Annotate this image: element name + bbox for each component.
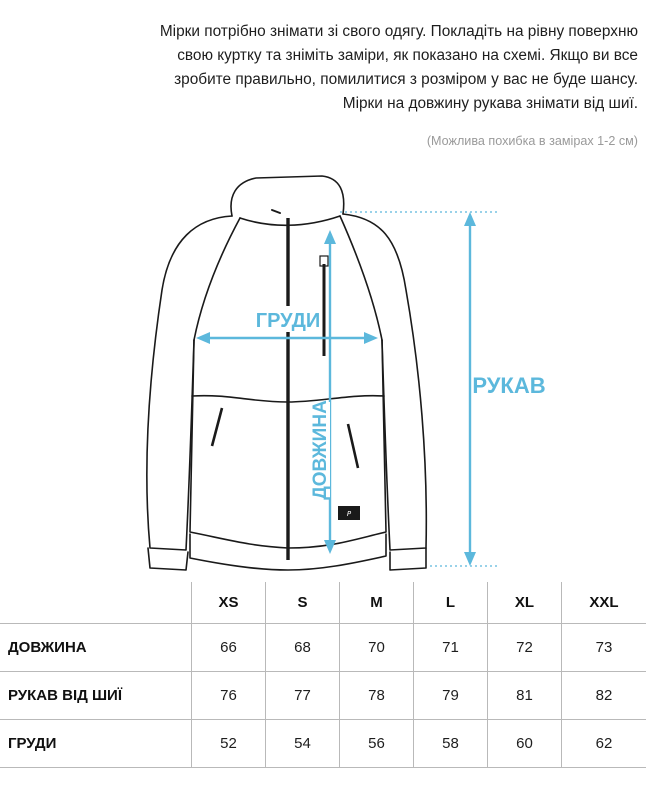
- jacket-diagram: [0, 160, 652, 580]
- row-label: РУКАВ ВІД ШИЇ: [8, 687, 122, 704]
- table-cell: 73: [561, 624, 646, 671]
- table-cell: 78: [339, 672, 413, 719]
- tolerance-note: (Можлива похибка в замірах 1-2 см): [426, 134, 638, 148]
- table-cell: 70: [339, 624, 413, 671]
- size-header: XS: [191, 582, 265, 623]
- table-cell: 79: [413, 672, 487, 719]
- table-row: [0, 672, 646, 720]
- size-header: XL: [487, 582, 561, 623]
- left-cuff: [148, 548, 188, 570]
- svg-text:P: P: [346, 510, 352, 518]
- sleeve-label: РУКАВ: [472, 373, 546, 398]
- table-cell: 54: [265, 720, 339, 767]
- instructions-line: Мірки потрібно знімати зі свого одягу. Покладіть на рівну поверхню: [159, 23, 638, 40]
- table-cell: 68: [265, 624, 339, 671]
- row-label: ГРУДИ: [8, 735, 57, 752]
- table-cell: 58: [413, 720, 487, 767]
- table-cell: 66: [191, 624, 265, 671]
- table-row: [0, 720, 646, 768]
- table-cell: 82: [561, 672, 646, 719]
- size-header: L: [413, 582, 487, 623]
- size-header: S: [265, 582, 339, 623]
- size-header: M: [339, 582, 413, 623]
- instructions-line: зробите правильно, помилитися з розміром у вас не буде шансу.: [174, 71, 638, 88]
- length-label: ДОВЖИНА: [310, 400, 331, 500]
- table-cell: 56: [339, 720, 413, 767]
- size-header: XXL: [561, 582, 646, 623]
- instructions-line: свою куртку та зніміть заміри, як показано на схемі. Якщо ви все: [177, 47, 638, 64]
- table-cell: 81: [487, 672, 561, 719]
- table-cell: 52: [191, 720, 265, 767]
- collar-line: [240, 216, 340, 225]
- instructions-line: Мірки на довжину рукава знімати від шиї.: [342, 95, 638, 112]
- right-cuff: [390, 548, 426, 570]
- table-cell: 77: [265, 672, 339, 719]
- right-pocket: [348, 424, 358, 468]
- table-cell: 71: [413, 624, 487, 671]
- table-cell: 76: [191, 672, 265, 719]
- row-label: ДОВЖИНА: [8, 639, 87, 656]
- size-header-row: [0, 582, 646, 624]
- left-pocket: [212, 408, 222, 446]
- instructions-text: [18, 20, 638, 116]
- table-row: [0, 624, 646, 672]
- collar-outline: [231, 176, 344, 216]
- chest-label: ГРУДИ: [255, 310, 321, 332]
- table-cell: 72: [487, 624, 561, 671]
- table-cell: 60: [487, 720, 561, 767]
- table-cell: 62: [561, 720, 646, 767]
- size-table: [0, 582, 646, 768]
- left-sleeve-outline: [147, 216, 232, 550]
